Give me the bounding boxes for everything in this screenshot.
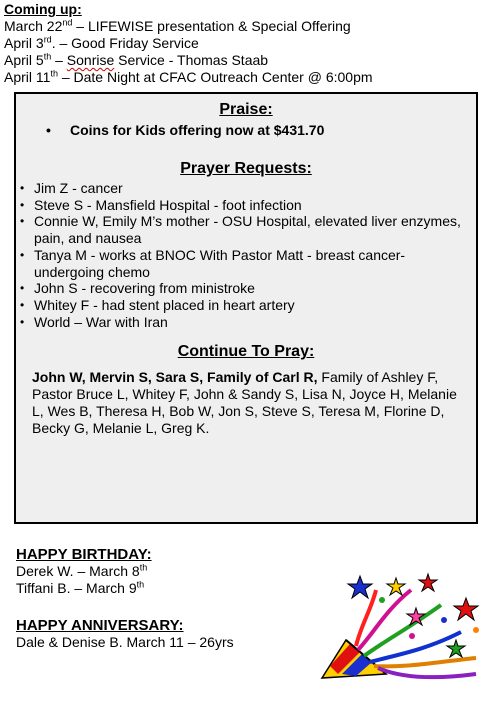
prayer-box [14, 92, 478, 524]
continue-heading: Continue To Pray: [177, 343, 315, 360]
list-item: • Whitey F - had stent placed in heart artery [20, 297, 470, 314]
birthday-line: Derek W. – March 8th [16, 562, 148, 579]
praise-item: • Coins for Kids offering now at $431.70 [46, 122, 324, 138]
event-line: March 22nd – LIFEWISE presentation & Special Offering [4, 17, 351, 34]
continue-names: Family of Ashley F, Pastor Bruce L, Whitey F, John & Sandy S, Lisa N, Joyce H, Melanie L, Wes B, Theresa H, Bob W, Jon S, Steve S, Teresa M, Florine D, Becky G, Melanie L, Greg K. [32, 369, 457, 436]
birthday-section [16, 546, 152, 597]
continue-bold-names: John W, Mervin S, Sara S, Family of Carl R, [32, 369, 318, 385]
birthday-title: HAPPY BIRTHDAY: [16, 546, 152, 563]
list-item: • John S - recovering from ministroke [20, 280, 470, 297]
event-line: April 3rd. – Good Friday Service [4, 34, 199, 51]
continue-text [32, 369, 468, 437]
praise-heading: Praise: [219, 101, 273, 118]
event-line: April 5th – Sonrise Service - Thomas Staab [4, 51, 269, 68]
anniversary-section [16, 617, 234, 651]
list-item: • Tanya M - works at BNOC With Pastor Matt - breast cancer- undergoing chemo [20, 247, 470, 280]
event-line: April 11th – Date Night at CFAC Outreach Center @ 6:00pm [4, 68, 373, 85]
prayer-heading: Prayer Requests: [180, 160, 312, 177]
anniversary-title: HAPPY ANNIVERSARY: [16, 617, 184, 634]
list-item: • World – War with Iran [20, 314, 470, 331]
list-item: • Connie W, Emily M’s mother - OSU Hospital, elevated liver enzymes, pain, and nausea [20, 213, 470, 246]
coming-up-section [4, 1, 373, 86]
spellcheck-word: Sonrise [66, 52, 115, 68]
list-item: • Steve S - Mansfield Hospital - foot infection [20, 197, 470, 214]
list-item: • Jim Z - cancer [20, 180, 470, 197]
party-popper-icon [316, 570, 486, 685]
coming-up-title: Coming up: [4, 1, 82, 17]
anniversary-line: Dale & Denise B. March 11 – 26yrs [16, 634, 234, 650]
prayer-list [20, 180, 470, 330]
birthday-line: Tiffani B. – March 9th [16, 579, 145, 596]
praise-list [46, 122, 324, 138]
